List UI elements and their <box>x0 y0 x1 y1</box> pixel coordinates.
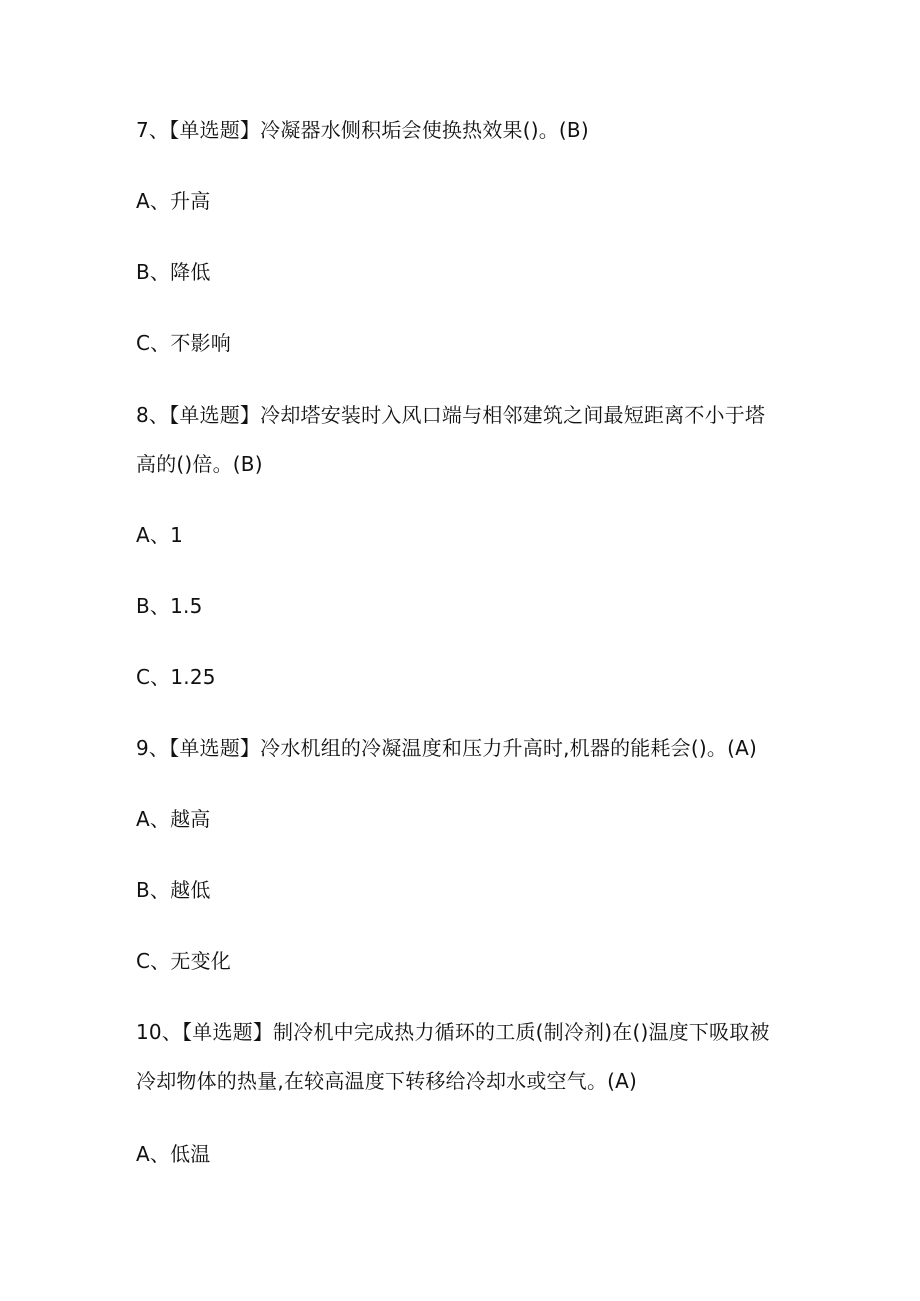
question-7-option-b: B、降低 <box>136 260 211 284</box>
question-9-option-c: C、无变化 <box>136 949 231 973</box>
question-8-option-c: C、1.25 <box>136 665 216 689</box>
question-9-option-a: A、越高 <box>136 807 211 831</box>
question-10-stem-line-1: 10、【单选题】制冷机中完成热力循环的工质(制冷剂)在()温度下吸取被 <box>136 1020 770 1044</box>
question-7-stem-line-1: 7、【单选题】冷凝器水侧积垢会使换热效果()。(B) <box>136 118 589 142</box>
question-10-option-a: A、低温 <box>136 1142 211 1166</box>
question-7-option-c: C、不影响 <box>136 331 231 355</box>
question-8-option-a: A、1 <box>136 523 184 547</box>
question-8-stem-line-1: 8、【单选题】冷却塔安装时入风口端与相邻建筑之间最短距离不小于塔 <box>136 403 766 427</box>
question-7-option-a: A、升高 <box>136 189 211 213</box>
question-8-stem-line-2: 高的()倍。(B) <box>136 452 263 476</box>
question-9-stem-line-1: 9、【单选题】冷水机组的冷凝温度和压力升高时,机器的能耗会()。(A) <box>136 736 757 760</box>
question-8-option-b: B、1.5 <box>136 594 203 618</box>
question-10-stem-line-2: 冷却物体的热量,在较高温度下转移给冷却水或空气。(A) <box>136 1069 638 1093</box>
question-9-option-b: B、越低 <box>136 878 211 902</box>
